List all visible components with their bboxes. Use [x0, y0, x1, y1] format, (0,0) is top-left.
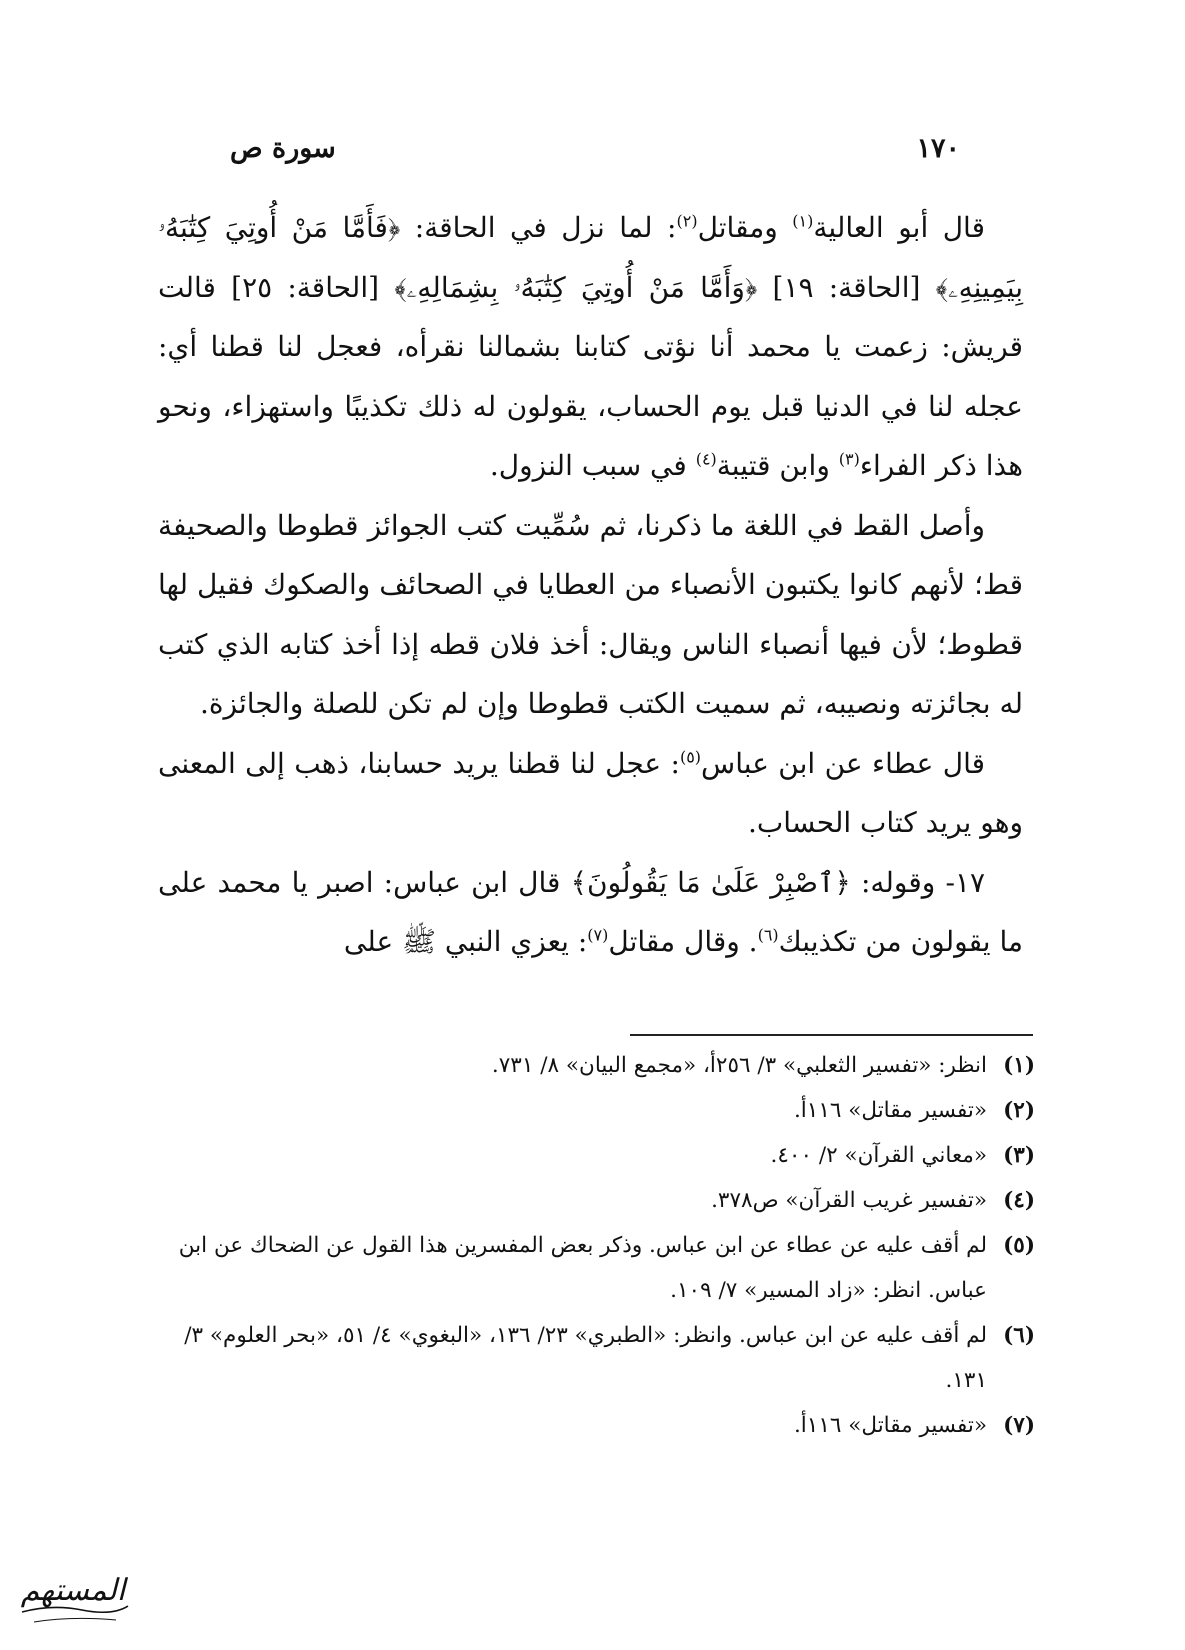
- footnote-text: «تفسير مقاتل» ١١٦أ.: [793, 1413, 987, 1438]
- footnote-text: «تفسير غريب القرآن» ص٣٧٨.: [711, 1188, 987, 1213]
- footnote-marker: (٣): [838, 449, 860, 469]
- footnote-text: انظر: «تفسير الثعلبي» ٣/ ٢٥٦أ، «مجمع البيان» ٨/ ٧٣١.: [491, 1053, 987, 1078]
- footnote-text: لم أقف عليه عن ابن عباس. وانظر: «الطبري» ٢٣/ ١٣٦، «البغوي» ٤/ ٥١، «بحر العلوم» ٣/ ١٣١.: [184, 1323, 987, 1393]
- footnote-marker: (٢): [676, 211, 698, 231]
- footnote-number: (٣): [1003, 1143, 1035, 1168]
- paragraph: [158, 198, 1023, 496]
- footnote-number: (٦): [1003, 1323, 1035, 1348]
- footnote: [140, 1178, 1035, 1223]
- footnote-marker: (٤): [695, 449, 717, 469]
- footnote-number: (٢): [1003, 1098, 1035, 1123]
- footnote: [140, 1043, 1035, 1088]
- footnote: [140, 1088, 1035, 1133]
- text-run: : لما نزل في الحاقة: ﴿فَأَمَّا مَنْ أُوتِيَ كِتَٰبَهُۥ بِيَمِينِهِۦ﴾ [الحاقة: ١٩] ﴿وَأَمَّا مَنْ أُوتِيَ كِتَٰبَهُۥ بِشِمَالِهِۦ﴾ [الحاقة: ٢٥] قالت قريش: زعمت يا محمد أنا نؤتى كتابنا بشمالنا نقرأه، فعجل لنا قطنا أي: عجله لنا في الدنيا قبل يوم الحساب، يقولون له ذلك تكذيبًا واستهزاء، ونحو هذا ذكر الفراء: [158, 211, 1024, 482]
- footnote-marker: (٦): [757, 925, 779, 945]
- running-header: [230, 128, 960, 168]
- footnote-marker: (١): [792, 211, 814, 231]
- footnote-text: «تفسير مقاتل» ١١٦أ.: [793, 1098, 987, 1123]
- footnotes: [140, 1043, 1035, 1448]
- text-run: قال عطاء عن ابن عباس: [701, 746, 986, 780]
- text-run: ١٧- وقوله: ﴿ٱصْبِرْ عَلَىٰ مَا يَقُولُونَ﴾ قال ابن عباس: اصبر يا محمد على ما يقولون من تكذيبك: [158, 865, 1023, 958]
- footnote: [140, 1313, 1035, 1403]
- text-run: . وقال مقاتل: [608, 925, 758, 958]
- footnote: [140, 1403, 1035, 1448]
- main-text: [158, 198, 1023, 972]
- text-run: : يعزي النبي ﷺ على: [343, 925, 588, 958]
- footnote-number: (٧): [1003, 1413, 1035, 1438]
- footnote-separator: [630, 1034, 1033, 1036]
- footnote-marker: (٧): [587, 925, 609, 945]
- paragraph: [158, 734, 1023, 853]
- logo-flourish-small: [34, 1618, 116, 1622]
- footnote: [140, 1133, 1035, 1178]
- page-number: ١٧٠: [916, 132, 960, 164]
- text-run: : عجل لنا قطنا يريد حسابنا، ذهب إلى المعنى وهو يريد كتاب الحساب.: [158, 746, 1023, 839]
- text-run: في سبب النزول.: [489, 449, 696, 482]
- paragraph: [158, 853, 1023, 972]
- text-run: ومقاتل: [697, 211, 793, 244]
- logo-calligraphy: المستهم: [20, 1573, 126, 1608]
- footnote-text: لم أقف عليه عن عطاء عن ابن عباس. وذكر بعض المفسرين هذا القول عن الضحاك عن ابن عباس. انظر: «زاد المسير» ٧/ ١٠٩.: [178, 1233, 987, 1303]
- footnote-text: «معاني القرآن» ٢/ ٤٠٠.: [770, 1143, 987, 1168]
- surah-title: سورة ص: [230, 132, 336, 164]
- publisher-logo: [12, 1560, 134, 1632]
- footnote: [140, 1223, 1035, 1313]
- text-run: وأصل القط في اللغة ما ذكرنا، ثم سُمِّيت كتب الجوائز قطوطا والصحيفة قط؛ لأنهم كانوا يكتبون الأنصباء من العطايا في الصحائف والصكوك فقيل لها قطوط؛ لأن فيها أنصباء الناس ويقال: أخذ فلان قطه إذا أخذ كتابه الذي كتب له بجائزته ونصيبه، ثم سميت الكتب قطوطا وإن لم تكن للصلة والجائزة.: [158, 508, 1023, 720]
- footnote-number: (٥): [1003, 1233, 1035, 1258]
- text-run: قال أبو العالية: [813, 211, 985, 244]
- footnote-number: (٤): [1003, 1188, 1035, 1213]
- footnote-number: (١): [1003, 1053, 1035, 1078]
- footnote-marker: (٥): [679, 747, 702, 767]
- paragraph: [158, 496, 1023, 734]
- text-run: وابن قتيبة: [716, 449, 839, 482]
